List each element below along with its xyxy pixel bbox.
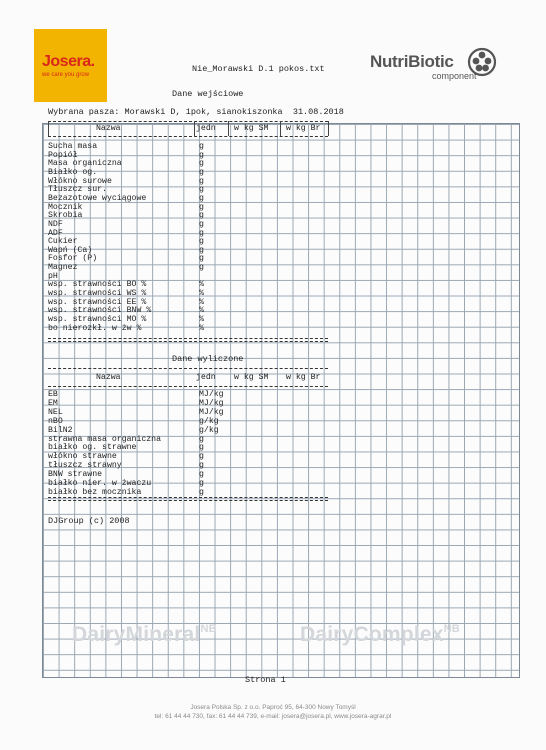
row-name: Masa organiczna bbox=[48, 159, 122, 169]
row-name: włókno strawne bbox=[48, 452, 117, 462]
row-name: wsp. strawności EE % bbox=[48, 297, 147, 307]
page-number: Strona 1 bbox=[245, 675, 286, 685]
logo-name: Josera. bbox=[42, 53, 95, 70]
row-name: bo nierozkł. w żw % bbox=[48, 323, 142, 333]
address-line-2: tel: 61 44 44 730, fax: 61 44 44 739, e-mail: josera@josera.pl, www.josera-agrar.pl bbox=[154, 713, 392, 720]
row-name: BilN2 bbox=[48, 425, 73, 435]
row-unit: g bbox=[199, 461, 204, 471]
calc-section-title: Dane wyliczone bbox=[172, 354, 244, 364]
row-name: wsp. strawności BNW % bbox=[48, 306, 152, 316]
input-header-border-sm bbox=[228, 121, 229, 136]
input-top-rule bbox=[48, 121, 328, 122]
input-header-unit: jedn bbox=[196, 124, 216, 133]
selection-line: Wybrana pasza: Morawski D, 1pok, sianokiszonka 31.08.2018 bbox=[48, 107, 344, 117]
brand-sub: component bbox=[432, 71, 477, 81]
row-name: Bezazotowe wyciągowe bbox=[48, 193, 147, 203]
graph-paper-grid bbox=[42, 123, 520, 678]
row-unit: g bbox=[199, 202, 204, 212]
row-unit: g bbox=[199, 263, 204, 273]
row-unit: % bbox=[199, 315, 204, 324]
row-name: Białko og. bbox=[48, 167, 98, 177]
file-title: Nie_Morawski D.1 pokos.txt bbox=[192, 64, 325, 74]
calc-header-br: w kg Br bbox=[286, 373, 321, 382]
row-name: Tłuszcz sur. bbox=[48, 185, 107, 195]
input-header-border-left bbox=[48, 121, 49, 136]
row-name: nBO bbox=[48, 416, 63, 426]
row-name: białko bez mocznika bbox=[48, 487, 142, 497]
input-header-name: Nazwa bbox=[96, 124, 121, 133]
row-unit: g bbox=[199, 185, 204, 195]
watermark-sup: NB bbox=[443, 623, 460, 635]
logo-tagline: we care you grow bbox=[42, 72, 90, 78]
row-name: ADF bbox=[48, 228, 63, 238]
row-name: strawna masa organiczna bbox=[48, 434, 162, 444]
row-unit: g bbox=[199, 211, 204, 221]
row-unit: g bbox=[199, 245, 204, 255]
row-name: EM bbox=[48, 398, 58, 408]
row-unit: g bbox=[199, 487, 204, 497]
row-unit: MJ/kg bbox=[199, 398, 224, 408]
row-name: Mocznik bbox=[48, 202, 83, 212]
row-unit: g bbox=[199, 142, 204, 151]
row-name: Cukier bbox=[48, 237, 78, 247]
copyright: DJGroup (c) 2008 bbox=[48, 516, 130, 526]
row-unit: g bbox=[199, 150, 204, 160]
row-name: Skrobia bbox=[48, 211, 83, 221]
row-unit: g/kg bbox=[199, 416, 219, 426]
row-name: białko og. strawne bbox=[48, 443, 137, 453]
row-unit: g bbox=[199, 470, 204, 480]
row-unit: g bbox=[199, 254, 204, 264]
row-name: BNW strawne bbox=[48, 470, 103, 480]
input-header-border-right bbox=[328, 121, 329, 136]
row-name: wsp. strawności MO % bbox=[48, 315, 147, 324]
input-section-title: Dane wejściowe bbox=[172, 89, 244, 99]
row-unit: MJ/kg bbox=[199, 407, 224, 417]
watermark-dairymineral bbox=[72, 623, 217, 647]
row-unit: g bbox=[199, 176, 204, 186]
row-unit: % bbox=[199, 289, 204, 299]
calc-bottom-rule bbox=[48, 497, 328, 498]
row-unit: % bbox=[199, 297, 204, 307]
row-name: NEL bbox=[48, 407, 63, 417]
input-header-rule bbox=[48, 136, 328, 137]
row-name: tłuszcz strawny bbox=[48, 461, 122, 471]
row-unit: g bbox=[199, 219, 204, 229]
row-unit: % bbox=[199, 323, 204, 333]
calc-header-sm: w kg SM bbox=[234, 373, 269, 382]
calc-header-name: Nazwa bbox=[96, 373, 121, 382]
nutribiotic-logo bbox=[368, 44, 498, 86]
row-name: wsp. strawności WS % bbox=[48, 289, 147, 299]
row-unit: MJ/kg bbox=[199, 390, 224, 399]
row-unit: g bbox=[199, 479, 204, 488]
row-name: wsp. strawności BO % bbox=[48, 280, 147, 290]
row-unit: g bbox=[199, 452, 204, 462]
row-name: Magnez bbox=[48, 263, 78, 273]
row-name: EB bbox=[48, 390, 58, 399]
row-unit: g bbox=[199, 228, 204, 238]
row-name: Fosfor (P) bbox=[48, 254, 98, 264]
molecule-icon bbox=[464, 46, 500, 78]
calc-header-rule bbox=[48, 386, 328, 387]
watermark-text: DairyMineral bbox=[72, 623, 201, 646]
row-name: Wapń (Ca) bbox=[48, 245, 93, 255]
watermark-text: DairyComplex bbox=[300, 623, 444, 646]
calc-top-rule bbox=[48, 368, 328, 369]
row-name: Sucha masa bbox=[48, 142, 98, 151]
row-name: białko nier. w żwaczu bbox=[48, 479, 152, 488]
josera-logo bbox=[34, 29, 107, 102]
input-header-br: w kg Br bbox=[286, 124, 321, 133]
row-unit: g bbox=[199, 443, 204, 453]
row-name: NDF bbox=[48, 219, 63, 229]
calc-header-unit: jedn bbox=[196, 373, 216, 382]
watermark-dairycomplex bbox=[300, 623, 460, 647]
input-header-border-br bbox=[280, 121, 281, 136]
input-header-border-unit bbox=[194, 121, 195, 136]
row-unit: g bbox=[199, 434, 204, 444]
calc-bottom-rule-2 bbox=[48, 500, 328, 501]
row-name: Włókno surowe bbox=[48, 176, 112, 186]
row-name: Popiół bbox=[48, 150, 78, 160]
brand-name: NutriBiotic bbox=[370, 52, 454, 71]
row-name: pH bbox=[48, 271, 58, 281]
input-bottom-rule bbox=[48, 338, 328, 339]
row-unit: g bbox=[199, 237, 204, 247]
row-unit: g bbox=[199, 167, 204, 177]
row-unit: % bbox=[199, 306, 204, 316]
row-unit: g/kg bbox=[199, 425, 219, 435]
address-line-1: Josera Polska Sp. z o.o. Paproć 95, 64-300 Nowy Tomyśl bbox=[190, 704, 356, 711]
row-unit: g bbox=[199, 193, 204, 203]
row-unit: % bbox=[199, 280, 204, 290]
watermark-sup: NB bbox=[200, 623, 217, 635]
row-unit: g bbox=[199, 159, 204, 169]
input-header-sm: w kg SM bbox=[234, 124, 269, 133]
input-bottom-rule-2 bbox=[48, 341, 328, 342]
